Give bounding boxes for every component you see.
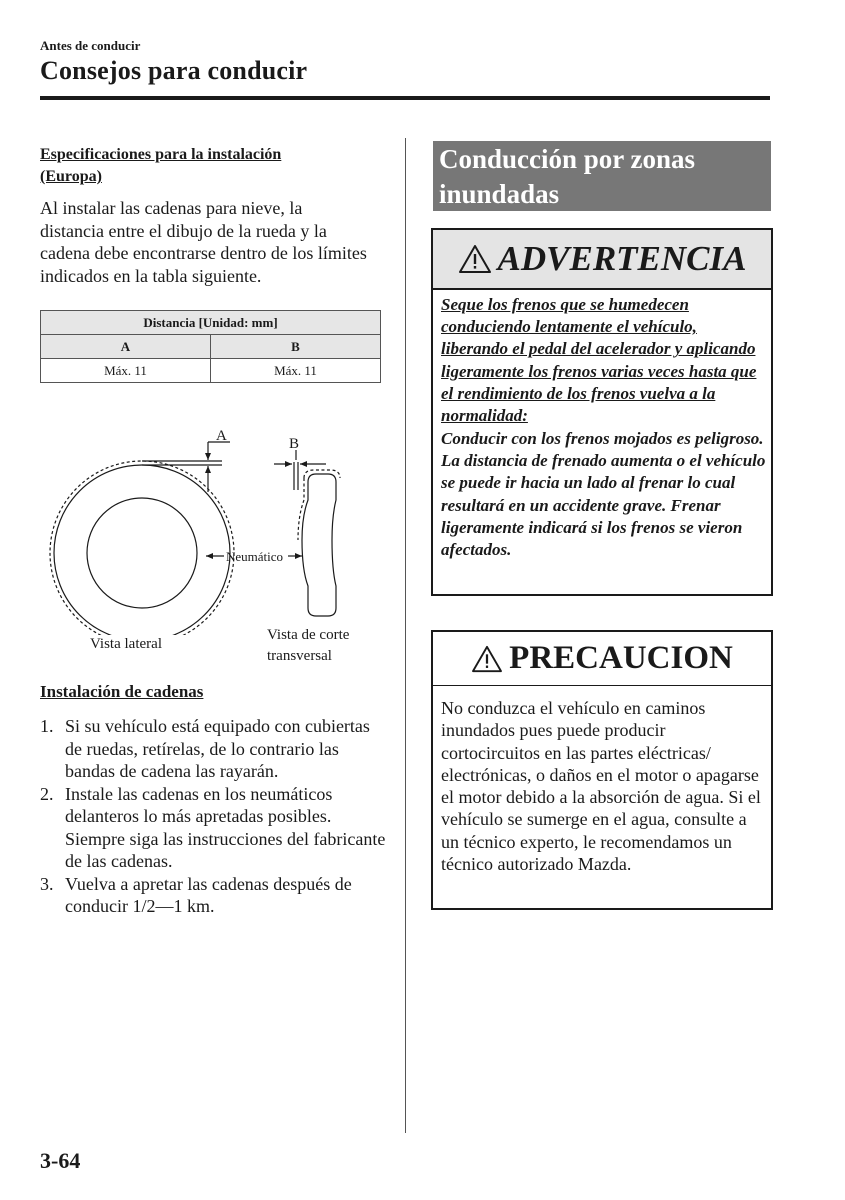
warning-triangle-icon — [458, 244, 492, 274]
tire-chain-figure — [40, 420, 370, 635]
zone-title-line2: inundadas — [439, 179, 560, 209]
caption-cross-line1: Vista de corte — [267, 627, 350, 643]
warning-header — [433, 230, 771, 290]
section-label: Antes de conducir — [40, 38, 141, 53]
install-steps — [40, 715, 390, 918]
warning-title: ADVERTENCIA — [497, 239, 747, 278]
step-number: 3. — [40, 873, 54, 894]
wheel-inner-circle — [87, 498, 197, 608]
caption-side-view: Vista lateral — [90, 636, 162, 652]
table-cell-b: Máx. 11 — [211, 359, 381, 383]
install-heading: Instalación de cadenas — [40, 682, 204, 701]
step-text: Instale las cadenas en los neumáticos delanteros lo más apretadas posibles. Siempre siga las instrucciones del fabricante de las cadenas. — [65, 783, 386, 871]
table-cell-a: Máx. 11 — [41, 359, 211, 383]
table-col-a: A — [41, 335, 211, 359]
caution-body: No conduzca el vehículo en caminos inundados pues puede producir cortocircuitos en las partes eléctricas/ electrónicas, o daños en el motor o apagarse el motor debido a la absorción de agua. Si el vehículo se sumerge en el agua, consulte a un técnico experto, le recomendamos un técnico autorizado Mazda. — [441, 698, 761, 875]
dim-a-arrow-up — [205, 466, 211, 473]
list-item — [40, 873, 390, 918]
spec-heading-line1: Especificaciones para la instalación — [40, 146, 282, 163]
table-col-b: B — [211, 335, 381, 359]
list-item — [40, 715, 390, 783]
dim-b-arrow-left — [300, 461, 307, 467]
spec-heading — [40, 144, 350, 188]
table-title: Distancia [Unidad: mm] — [41, 311, 381, 335]
figure-label-a: A — [216, 428, 227, 444]
page-number: 3-64 — [40, 1148, 81, 1173]
step-text: Si su vehículo está equipado con cubiertas de ruedas, retírelas, de lo contrario las bandas de cadena las rayarán. — [65, 716, 370, 781]
table-row — [41, 359, 381, 383]
figure-label-b: B — [289, 436, 300, 452]
step-text: Vuelva a apretar las cadenas después de conducir 1/2—1 km. — [65, 873, 352, 916]
flooded-zones-heading — [433, 141, 771, 211]
column-divider — [405, 138, 406, 1133]
warning-triangle-icon — [471, 645, 503, 673]
caption-cross-line2: transversal — [267, 648, 332, 664]
zone-title-line1: Conducción por zonas — [439, 144, 696, 174]
intro-paragraph: Al instalar las cadenas para nieve, la distancia entre el dibujo de la rueda y la cadena debe encontrarse dentro de los límites indicados en la tabla siguiente. — [40, 198, 367, 286]
warning-body: Conducir con los frenos mojados es peligroso. La distancia de frenado aumenta o el vehículo se puede ir hacia un lado al frenar lo cual resultará en un accidente grave. Frenar ligeramente indicará si los frenos se vieron afectados. — [441, 429, 766, 560]
caption-cross-section — [267, 625, 387, 667]
title-rule — [40, 96, 770, 100]
list-item — [40, 783, 390, 873]
step-number: 2. — [40, 783, 54, 804]
tire-arrow-right — [295, 553, 302, 559]
warning-underlined-text: Seque los frenos que se humedecen conduciendo lentamente el vehículo, liberando el pedal del acelerador y aplicando ligeramente los frenos varias veces hasta que el rendimiento de los frenos vuelva a la normalidad: — [441, 295, 757, 426]
tire-arrow-left — [206, 553, 213, 559]
step-number: 1. — [40, 716, 54, 736]
distance-table — [40, 310, 381, 383]
dim-a-arrow-down — [205, 453, 211, 460]
caution-title: PRECAUCION — [509, 640, 733, 676]
chain-outline-side — [50, 461, 234, 635]
tire-cross-section — [302, 474, 336, 616]
tire-outer-circle — [54, 465, 230, 635]
spec-heading-line2: (Europa) — [40, 168, 102, 185]
figure-label-tire: Neumático — [226, 549, 284, 564]
dim-b-arrow-right — [285, 461, 292, 467]
page-title: Consejos para conducir — [40, 56, 308, 85]
caution-header — [433, 632, 771, 686]
